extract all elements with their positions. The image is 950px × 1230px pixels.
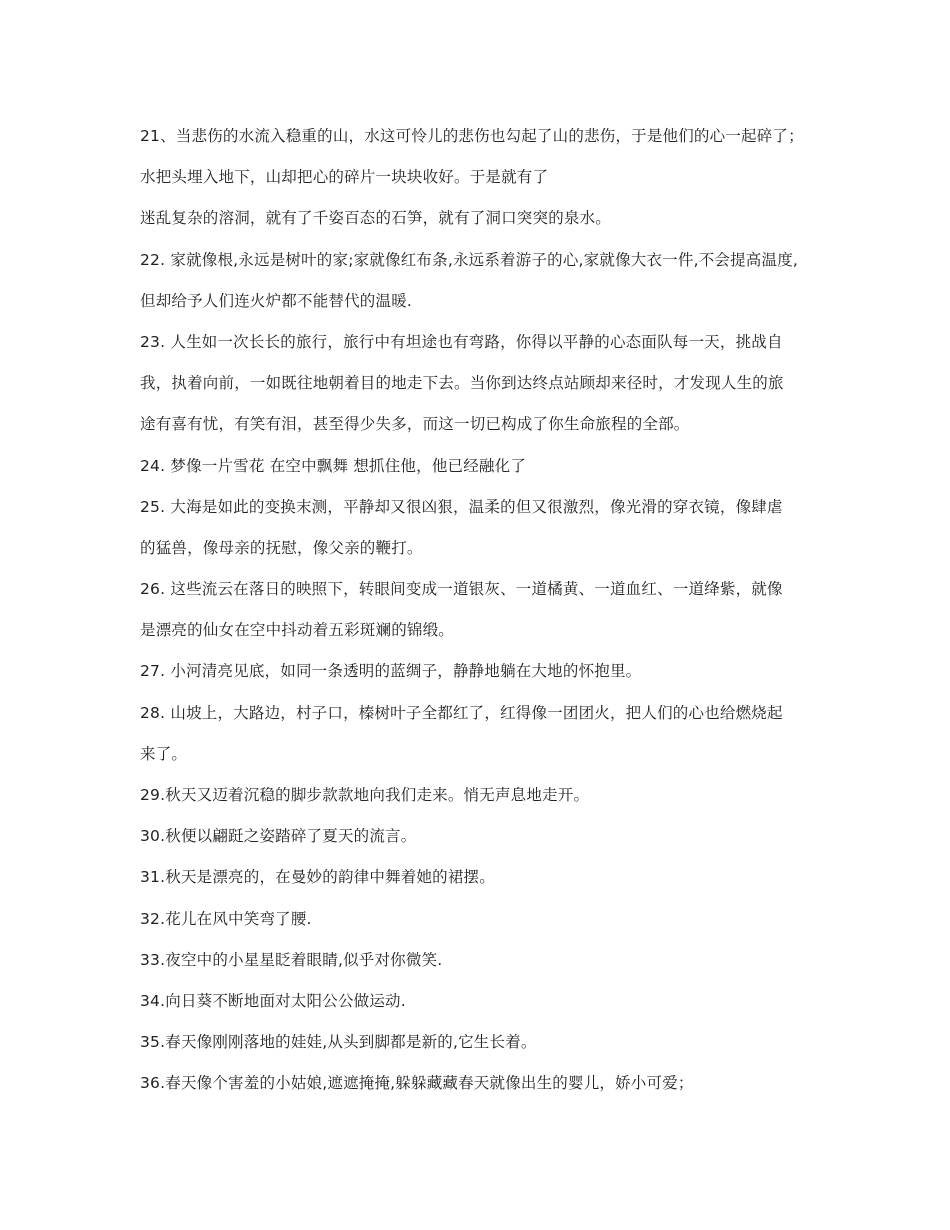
text-line: 29.秋天又迈着沉稳的脚步款款地向我们走来。悄无声息地走开。	[140, 786, 590, 804]
text-line: 32.花儿在风中笑弯了腰.	[140, 909, 312, 928]
text-line: 33.夜空中的小星星眨着眼睛,似乎对你微笑.	[140, 950, 443, 969]
text-line: 是漂亮的仙女在空中抖动着五彩斑斓的锦缎。	[140, 621, 455, 640]
text-line: 迷乱复杂的溶洞，就有了千姿百态的石笋，就有了洞口突突的泉水。	[140, 209, 612, 228]
text-line: 26. 这些流云在落日的映照下，转眼间变成一道银灰、一道橘黄、一道血红、一道绛紫，就像	[140, 580, 783, 599]
text-line: 34.向日葵不断地面对太阳公公做运动.	[140, 991, 406, 1010]
document-body	[140, 116, 830, 1105]
text-line: 31.秋天是漂亮的，在曼妙的韵律中舞着她的裙摆。	[140, 868, 495, 887]
text-line: 的猛兽，像母亲的抚慰，像父亲的鞭打。	[140, 538, 423, 557]
text-line: 23. 人生如一次长长的旅行，旅行中有坦途也有弯路，你得以平静的心态面队每一天，挑战自	[140, 332, 783, 351]
text-line: 21、当悲伤的水流入稳重的山，水这可怜儿的悲伤也勾起了山的悲伤，于是他们的心一起碎了；	[140, 127, 804, 145]
text-line: 30.秋便以翩跹之姿踏碎了夏天的流言。	[140, 827, 417, 846]
text-line: 24. 梦像一片雪花 在空中飘舞 想抓住他，他已经融化了	[140, 456, 527, 475]
text-line: 但却给予人们连火炉都不能替代的温暖.	[140, 291, 413, 310]
text-line: 来了。	[140, 744, 188, 763]
text-line: 水把头埋入地下，山却把心的碎片一块块收好。于是就有了	[140, 168, 549, 187]
text-line: 途有喜有忧，有笑有泪，甚至得少失多，而这一切已构成了你生命旅程的全部。	[140, 415, 690, 434]
text-line: 28. 山坡上，大路边，村子口，榛树叶子全都红了，红得像一团团火，把人们的心也给燃烧起	[140, 703, 783, 722]
text-line: 25. 大海是如此的变换末测，平静却又很凶狠，温柔的但又很激烈，像光滑的穿衣镜，像肆虐	[140, 497, 783, 516]
text-line: 27. 小河清亮见底，如同一条透明的蓝绸子，静静地躺在大地的怀抱里。	[140, 662, 642, 681]
text-line: 我，执着向前，一如既往地朝着目的地走下去。当你到达终点站顾却来径时，才发现人生的旅	[140, 374, 784, 393]
text-line: 35.春天像刚刚落地的娃娃,从头到脚都是新的,它生长着。	[140, 1033, 537, 1052]
text-line: 22. 家就像根,永远是树叶的家;家就像红布条,永远系着游子的心,家就像大衣一件,不会提高温度,	[140, 250, 799, 269]
text-line: 36.春天像个害羞的小姑娘,遮遮掩掩,躲躲藏藏春天就像出生的婴儿，娇小可爱；	[140, 1074, 694, 1093]
